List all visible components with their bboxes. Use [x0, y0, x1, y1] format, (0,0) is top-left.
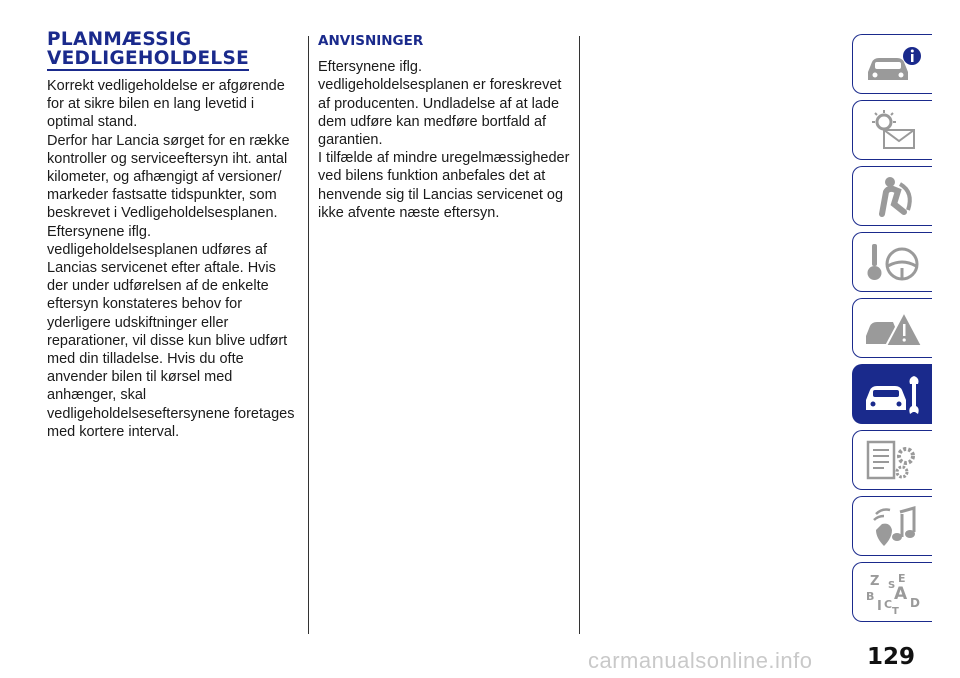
tab-index[interactable]: [852, 562, 932, 622]
svg-text:C: C: [883, 598, 892, 611]
paragraph: Korrekt vedligeholdelse er afgørende for at sikre bilen en lang levetid i optimal stand.: [47, 78, 285, 131]
tab-emergency[interactable]: [852, 298, 932, 358]
multimedia-music-icon: [862, 504, 924, 548]
warning-light-envelope-icon: [862, 108, 924, 152]
svg-text:B: B: [865, 590, 874, 603]
car-warning-triangle-icon: [862, 306, 924, 350]
column-divider: [308, 36, 309, 634]
alphabetical-index-icon: [862, 570, 924, 614]
section-title: [47, 30, 249, 71]
subheading: ANVISNINGER: [318, 33, 424, 49]
section-title-line-2: VEDLIGEHOLDELSE: [47, 48, 250, 69]
paragraph: I tilfælde af mindre uregelmæssigheder ved bilens funktion anbefales det at henvende sig til Lancias servicenet og ikke afvente næste eftersyn.: [318, 150, 570, 221]
svg-text:E: E: [897, 572, 906, 585]
watermark: carmanualsonline.info: [588, 648, 813, 673]
tab-safety[interactable]: [852, 166, 932, 226]
svg-text:T: T: [891, 606, 899, 614]
tab-warning-lights[interactable]: [852, 100, 932, 160]
chapter-tabs: [852, 34, 932, 628]
car-info-icon: [862, 42, 924, 86]
left-body: [47, 77, 299, 441]
paragraph: Eftersynene iflg. vedligeholdelsesplanen udføres af Lancias servicenet efter aftale. Hvis der under udførelsen af de enkelte eftersyn konstateres behov for yderligere udskiftninger eller reparationer, vil disse kun blive udført med din tilladelse. Hvis du ofte anvender bilen til kørsel med anhænger, skal vedligeholdelseseftersynene foretages med kortere interval.: [47, 223, 295, 440]
column-divider: [579, 36, 580, 634]
svg-text:I: I: [876, 599, 882, 614]
left-column: [47, 30, 299, 441]
svg-text:Z: Z: [869, 574, 879, 589]
specs-gear-icon: [862, 438, 924, 482]
tab-car-info[interactable]: [852, 34, 932, 94]
svg-text:A: A: [893, 584, 907, 604]
tab-multimedia[interactable]: [852, 496, 932, 556]
key-steering-wheel-icon: [862, 240, 924, 284]
page-number: 129: [867, 644, 916, 670]
svg-text:S: S: [887, 580, 895, 591]
paragraph: Derfor har Lancia sørget for en række kontroller og serviceeftersyn iht. antal kilometer, og afhængigt af versioner/ markeder fastsatte tidspunkter, som beskrevet i Vedligeholdelsesplanen.: [47, 132, 290, 222]
car-wrench-icon: [862, 372, 924, 416]
section-title-line-1: PLANMÆSSIG: [47, 29, 192, 50]
tab-technical-data[interactable]: [852, 430, 932, 490]
right-column: [318, 30, 570, 222]
airbag-safety-icon: [862, 174, 924, 218]
right-body: [318, 58, 570, 222]
tab-maintenance[interactable]: [852, 364, 932, 424]
tab-starting-driving[interactable]: [852, 232, 932, 292]
svg-text:D: D: [909, 596, 920, 610]
paragraph: Eftersynene iflg. vedligeholdelsesplanen er foreskrevet af producenten. Undladelse af at lade dem udføre kan medføre bortfald af garantien.: [318, 59, 562, 149]
